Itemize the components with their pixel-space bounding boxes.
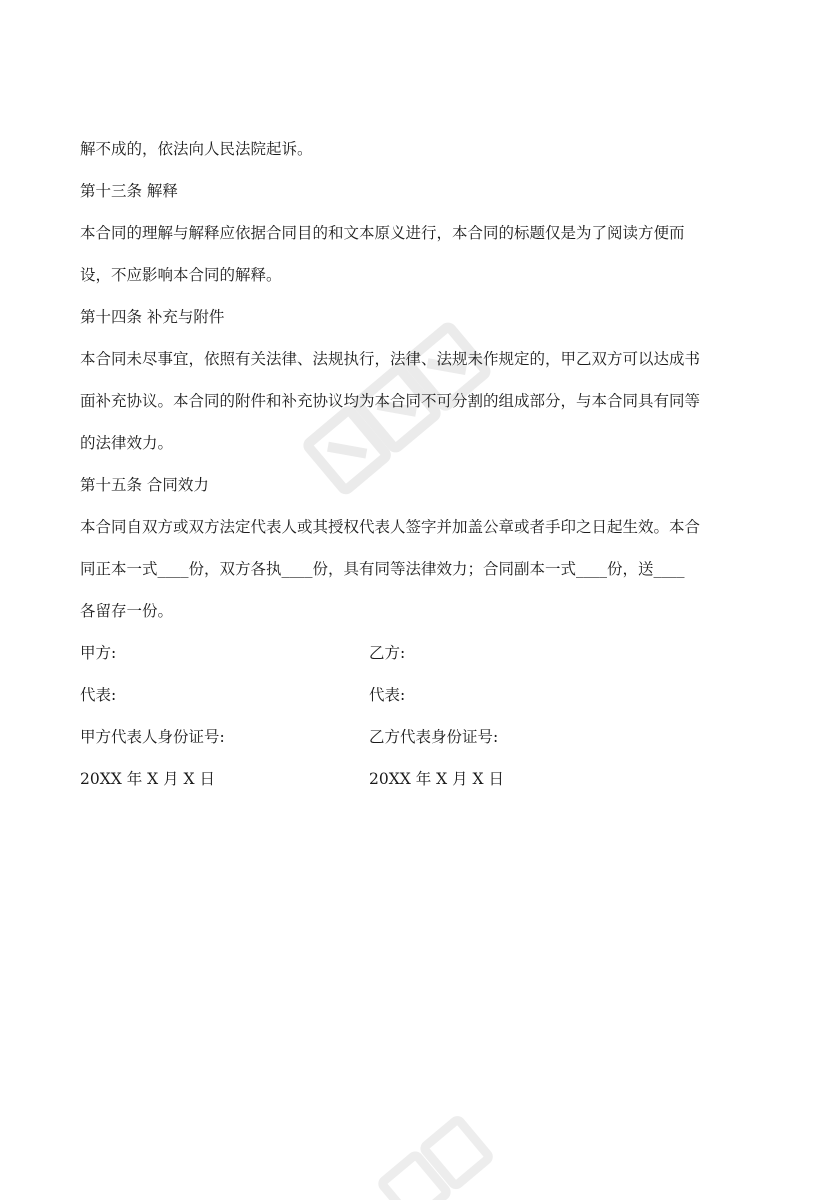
body-line-11: 同正本一式____份，双方各执____份，具有同等法律效力；合同副本一式____份，送____ xyxy=(80,560,685,578)
party-a-label: 甲方: xyxy=(80,644,117,662)
body-line-6: 本合同未尽事宜，依照有关法律、法规执行，法律、法规未作规定的，甲乙双方可以达成书 xyxy=(80,350,701,368)
watermark-logo-bottom xyxy=(360,1080,520,1200)
date-b: 20XX 年 X 月 X 日 xyxy=(369,770,504,788)
document-body xyxy=(80,128,752,800)
party-b-label: 乙方: xyxy=(369,644,406,662)
body-line-3: 本合同的理解与解释应依据合同目的和文本原义进行，本合同的标题仅是为了阅读方便而 xyxy=(80,224,685,242)
body-line-8: 的法律效力。 xyxy=(80,434,174,452)
rep-a-label: 代表: xyxy=(80,686,117,704)
body-line-12: 各留存一份。 xyxy=(80,602,174,620)
rep-b-label: 代表: xyxy=(369,686,406,704)
body-line-1: 解不成的，依法向人民法院起诉。 xyxy=(80,140,313,158)
signature-date-row xyxy=(80,758,752,800)
signature-id-row xyxy=(80,716,752,758)
signature-rep-row xyxy=(80,674,752,716)
id-b-label: 乙方代表身份证号: xyxy=(369,728,499,746)
id-a-label: 甲方代表人身份证号: xyxy=(80,728,225,746)
body-line-10: 本合同自双方或双方法定代表人或其授权代表人签字并加盖公章或者手印之日起生效。本合 xyxy=(80,518,701,536)
date-a: 20XX 年 X 月 X 日 xyxy=(80,770,215,788)
section-14-heading: 第十四条 补充与附件 xyxy=(80,308,225,326)
body-line-4: 设，不应影响本合同的解释。 xyxy=(80,266,282,284)
section-13-heading: 第十三条 解释 xyxy=(80,182,178,200)
section-15-heading: 第十五条 合同效力 xyxy=(80,476,209,494)
signature-party-row xyxy=(80,632,752,674)
body-line-7: 面补充协议。本合同的附件和补充协议均为本合同不可分割的组成部分，与本合同具有同等 xyxy=(80,392,701,410)
